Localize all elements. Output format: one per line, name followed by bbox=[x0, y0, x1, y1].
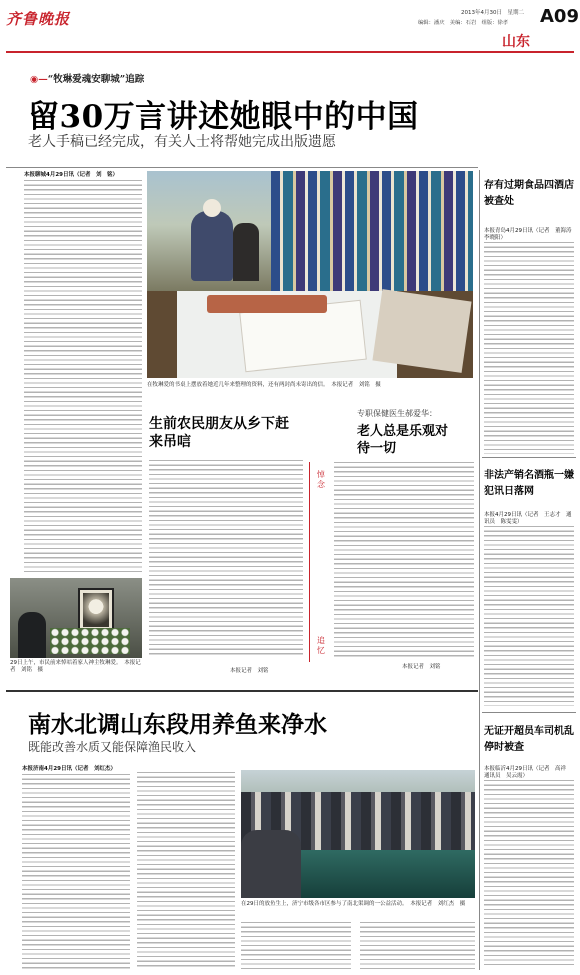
sub-column-rule bbox=[309, 462, 310, 662]
fish-photo-caption: 在29日的放鱼生上，济宁市级各市区参与了南北渠调的一公益活动。 本报记者 刘红杰 摄 bbox=[241, 901, 466, 907]
story1-headline: 存有过期食品四酒店被查处 bbox=[484, 180, 574, 207]
side-label-bottom: 追忆 bbox=[317, 636, 325, 655]
top-subheadline: 老人手稿已经完成，有关人士将帮她完成出版遗愿 bbox=[28, 134, 336, 150]
sub-left-byline: 本报记者 刘铭 bbox=[230, 668, 269, 674]
sub-right-byline: 本报记者 刘铭 bbox=[402, 664, 441, 670]
bottom-body-col4 bbox=[360, 922, 475, 970]
top-headline: 留30万言讲述她眼中的中国 bbox=[28, 99, 419, 135]
story1-body bbox=[484, 242, 574, 454]
right-story-3 bbox=[484, 720, 576, 970]
bottom-body-col3 bbox=[241, 922, 351, 970]
paper-logo: 齐鲁晚报 bbox=[6, 10, 71, 28]
bottom-byline: 本报济南4月29日讯（记者 刘红杰） bbox=[22, 766, 116, 772]
bottom-body-col1 bbox=[22, 774, 130, 970]
kicker-bullet-icon: ◉— bbox=[30, 74, 48, 85]
photo-frame bbox=[372, 289, 471, 373]
right-story-1 bbox=[484, 172, 576, 452]
story3-body bbox=[484, 780, 574, 966]
kicker: ◉—“牧琳爱魂安聊城”追踪 bbox=[30, 74, 145, 85]
sub-right-headline: 老人总是乐观对待一切 bbox=[357, 424, 449, 456]
story2-headline: 非法产销名酒瓶一嫌犯讯日落网 bbox=[484, 470, 574, 497]
right-story-2 bbox=[484, 464, 576, 704]
sub-right-body bbox=[334, 462, 474, 657]
story1-byline: 本报青岛4月29日讯（记者 董海涛 李晓阳） bbox=[484, 228, 578, 241]
page-number: A09 bbox=[540, 6, 579, 27]
right-divider-2 bbox=[482, 712, 576, 713]
fish-release-photo bbox=[241, 770, 475, 898]
top-divider bbox=[6, 167, 478, 168]
masthead-staff: 编辑：潘庆 美编：石岩 组版：徐孝 bbox=[418, 20, 509, 26]
bottom-headline: 南水北调山东段用养鱼来净水 bbox=[28, 711, 327, 738]
story2-body bbox=[484, 526, 574, 706]
desk-photo bbox=[147, 171, 473, 378]
story3-headline: 无证开超员车司机乱停时被查 bbox=[484, 726, 574, 753]
top-byline: 本报聊城4月29日讯（记者 刘 铭） bbox=[24, 172, 118, 178]
desk-photo-caption: 在牧琳爱的书桌上摆放着她近几年来整理的资料，还有两封尚未寄出的信。 本报记者 刘铭 摄 bbox=[147, 382, 381, 388]
flowers bbox=[50, 628, 130, 654]
masthead bbox=[0, 0, 580, 50]
memorial-caption: 29日上午，市民前来悼唁着家人神主牧琳爱。 本报记者 刘铭 摄 bbox=[10, 660, 141, 673]
sub-right-kicker: 专职保健医生郝爱华： bbox=[357, 409, 437, 418]
masthead-rule bbox=[6, 51, 574, 53]
bottom-body-col2 bbox=[137, 772, 235, 970]
top-body-col1 bbox=[24, 180, 142, 573]
bookshelf bbox=[271, 171, 473, 291]
section-name: 山东 bbox=[502, 34, 530, 50]
sub-left-headline: 生前农民朋友从乡下赶来吊唁 bbox=[149, 416, 289, 450]
story3-byline: 本报临沂4月29日讯（记者 高祥 通讯员 吴云霞） bbox=[484, 766, 572, 779]
mourner bbox=[18, 612, 46, 658]
story2-byline: 本报4月29日讯（记者 王志才 通讯员 陈雯雯） bbox=[484, 512, 572, 525]
memorial-photo bbox=[10, 578, 142, 658]
bottom-subheadline: 既能改善水质又能保障渔民收入 bbox=[28, 740, 197, 754]
side-label-top: 悼念 bbox=[317, 470, 325, 489]
masthead-date: 2013年4月30日 星期二 bbox=[461, 10, 524, 16]
water-tank bbox=[301, 850, 475, 898]
right-divider-1 bbox=[482, 457, 576, 458]
main-right-rule bbox=[479, 170, 480, 970]
bottom-divider bbox=[6, 690, 478, 692]
